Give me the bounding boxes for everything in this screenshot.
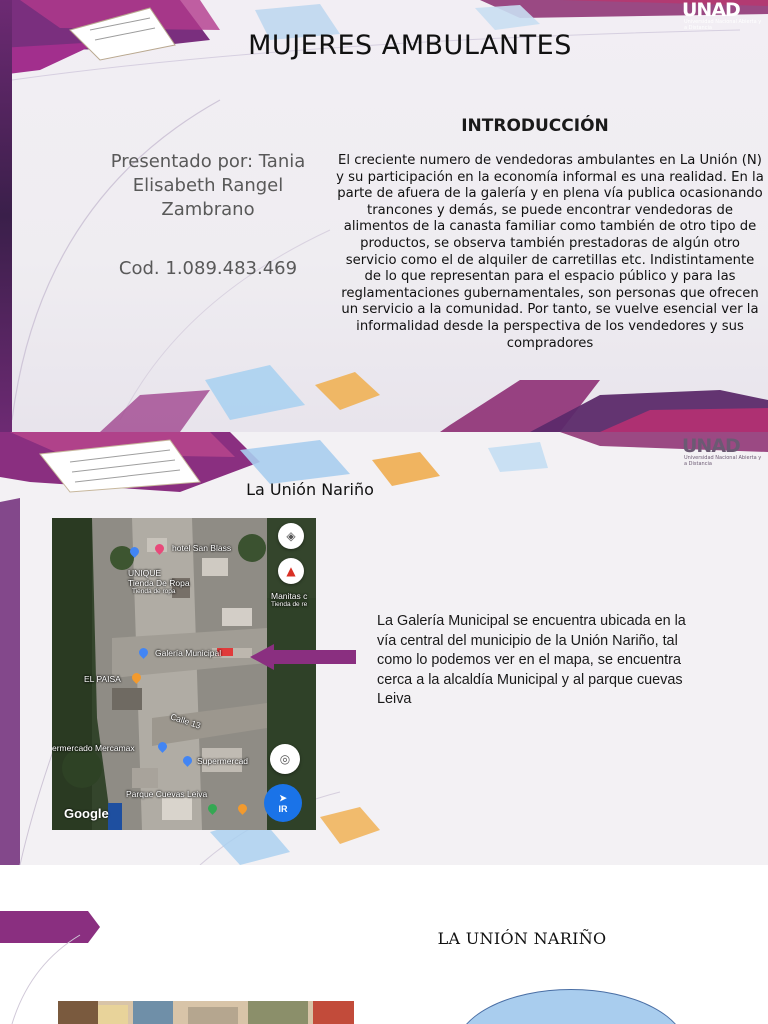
map-label-hotel: hotel San Blass bbox=[172, 543, 232, 553]
map-label-unique: UNIQUE bbox=[128, 568, 162, 578]
map-label-tienda-ropa-sub: Tienda de ropa bbox=[132, 588, 176, 595]
street-photo bbox=[58, 1001, 354, 1024]
compass-button[interactable] bbox=[278, 558, 304, 584]
left-accent-bar bbox=[0, 0, 12, 432]
map-label-tienda-ropa: Tienda De Ropa bbox=[128, 578, 190, 588]
slide-1 bbox=[0, 0, 768, 432]
unad-logo bbox=[682, 435, 764, 468]
my-location-button[interactable] bbox=[270, 744, 300, 774]
map-label-manitas: Manitas c bbox=[271, 591, 308, 601]
directions-button[interactable] bbox=[264, 784, 302, 822]
student-code: Cod. 1.089.483.469 bbox=[118, 258, 298, 279]
unad-logo-text: UNAD bbox=[682, 0, 740, 21]
layers-button[interactable] bbox=[278, 523, 304, 549]
slide-2-body: La Galería Municipal se encuentra ubicada en la vía central del municipio de la Unión Nariño, tal como lo podemos ver en el mapa, se encuentra cerca a la alcaldía Municipal y al parque cuevas Leiva bbox=[377, 613, 686, 708]
google-watermark: Google bbox=[64, 806, 109, 821]
map-screenshot bbox=[52, 518, 316, 830]
directions-label: IR bbox=[278, 803, 288, 814]
layers-icon: ◈ bbox=[286, 529, 296, 543]
unad-logo-subtext: Universidad Nacional Abierta y a Distancia bbox=[684, 19, 762, 31]
unad-logo-text: UNAD bbox=[682, 435, 740, 457]
slide-1-title: MUJERES AMBULANTES bbox=[248, 30, 572, 61]
slide-3 bbox=[0, 865, 768, 1024]
map-label-manitas-sub: Tienda de re bbox=[271, 601, 308, 608]
map-label-el-paisa: EL PAISA bbox=[84, 674, 121, 684]
intro-heading: INTRODUCCIÓN bbox=[461, 116, 609, 136]
map-label-parque: Parque Cuevas Leiva bbox=[126, 789, 208, 799]
directions-icon: ➤ bbox=[279, 792, 287, 803]
map-label-galeria: Galería Municipal bbox=[155, 648, 222, 658]
unad-logo-subtext: Universidad Nacional Abierta y a Distancia bbox=[684, 455, 762, 467]
intro-paragraph: El creciente numero de vendedoras ambulantes en La Unión (N) y su participación en la economía informal es una realidad. En la parte de afuera de la galería y en plena vía publica ocasionando trancones y demás, se puede encontrar vendedoras de alimentos de la canasta familiar como también de otro tipo de productos, se observa también prestadoras de algún otro servicio como el de alquiler de carretillas etc. Indistintamente de lo que representan para el espacio público y para las reglamentaciones gubernamentales, son personas que ofrecen un servicio a la comunidad. Por tanto, se vuelve esencial ver la informalidad desde la perspectiva de los vendedores y sus compradores bbox=[336, 153, 764, 351]
map-label-calle: Calle 13 bbox=[169, 711, 202, 731]
map-label-mercamax: ermercado Mercamax bbox=[52, 743, 135, 753]
compass-icon: ▲ bbox=[286, 564, 296, 578]
presenter-name: Presentado por: Tania Elisabeth Rangel Zambrano bbox=[110, 151, 306, 220]
location-icon: ◎ bbox=[279, 752, 291, 766]
unad-logo bbox=[682, 2, 764, 32]
street-photo-image bbox=[58, 1001, 354, 1024]
slide-3-title: LA UNIÓN NARIÑO bbox=[437, 929, 607, 948]
slide-2-title: La Unión Nariño bbox=[246, 480, 374, 499]
slide-2 bbox=[0, 432, 768, 865]
pointer-arrow-icon bbox=[250, 642, 358, 672]
map-label-supermercado: Supermercad bbox=[197, 756, 249, 766]
